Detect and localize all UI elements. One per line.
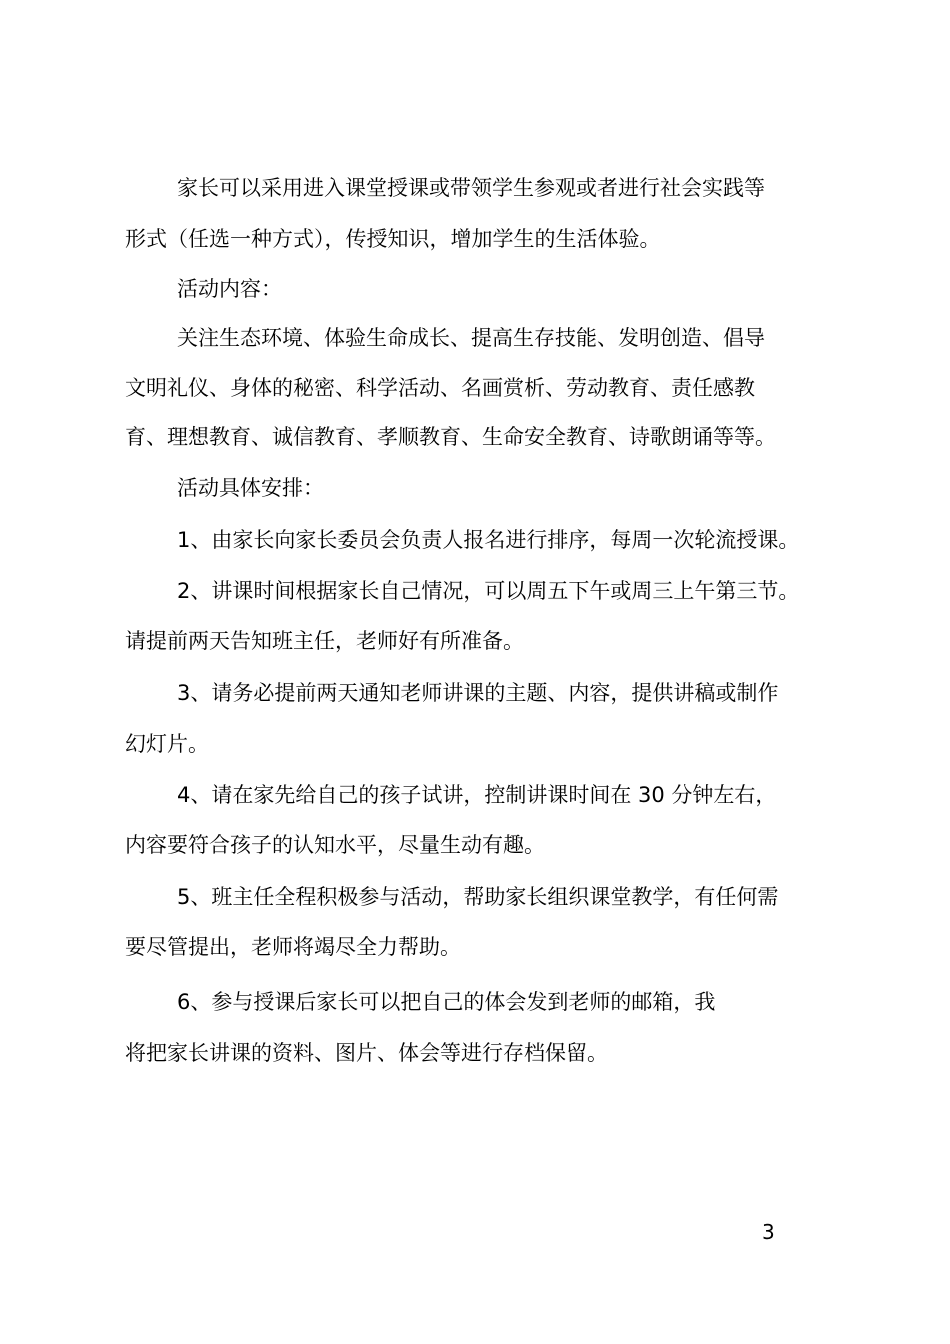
paragraph-line: 家长可以采用进入课堂授课或带领学生参观或者进行社会实践等 bbox=[177, 176, 765, 200]
list-item-line: 幻灯片。 bbox=[125, 732, 209, 756]
paragraph-line: 形式（任选一种方式），传授知识，增加学生的生活体验。 bbox=[125, 227, 661, 251]
paragraph-line: 育、理想教育、诚信教育、孝顺教育、生命安全教育、诗歌朗诵等等。 bbox=[125, 425, 776, 449]
list-item-line: 1、由家长向家长委员会负责人报名进行排序，每周一次轮流授课。 bbox=[177, 528, 800, 552]
list-item-line: 3、请务必提前两天通知老师讲课的主题、内容，提供讲稿或制作 bbox=[177, 681, 779, 705]
list-item-line: 请提前两天告知班主任，老师好有所准备。 bbox=[125, 629, 524, 653]
list-item-line: 内容要符合孩子的认知水平，尽量生动有趣。 bbox=[125, 833, 545, 857]
list-item-line: 5、班主任全程积极参与活动，帮助家长组织课堂教学，有任何需 bbox=[177, 885, 779, 909]
section-heading: 活动内容： bbox=[177, 277, 282, 301]
section-heading: 活动具体安排： bbox=[177, 476, 324, 500]
page-number: 3 bbox=[762, 1220, 775, 1244]
list-item-line: 将把家长讲课的资料、图片、体会等进行存档保留。 bbox=[125, 1041, 608, 1065]
list-item-line: 4、请在家先给自己的孩子试讲，控制讲课时间在 30 分钟左右， bbox=[177, 783, 777, 807]
list-item-line: 6、参与授课后家长可以把自己的体会发到老师的邮箱，我 bbox=[177, 990, 716, 1014]
paragraph-line: 文明礼仪、身体的秘密、科学活动、名画赏析、劳动教育、责任感教 bbox=[125, 376, 755, 400]
list-item-line: 2、讲课时间根据家长自己情况，可以周五下午或周三上午第三节。 bbox=[177, 579, 800, 603]
list-item-line: 要尽管提出，老师将竭尽全力帮助。 bbox=[125, 935, 461, 959]
paragraph-line: 关注生态环境、体验生命成长、提高生存技能、发明创造、倡导 bbox=[177, 326, 765, 350]
